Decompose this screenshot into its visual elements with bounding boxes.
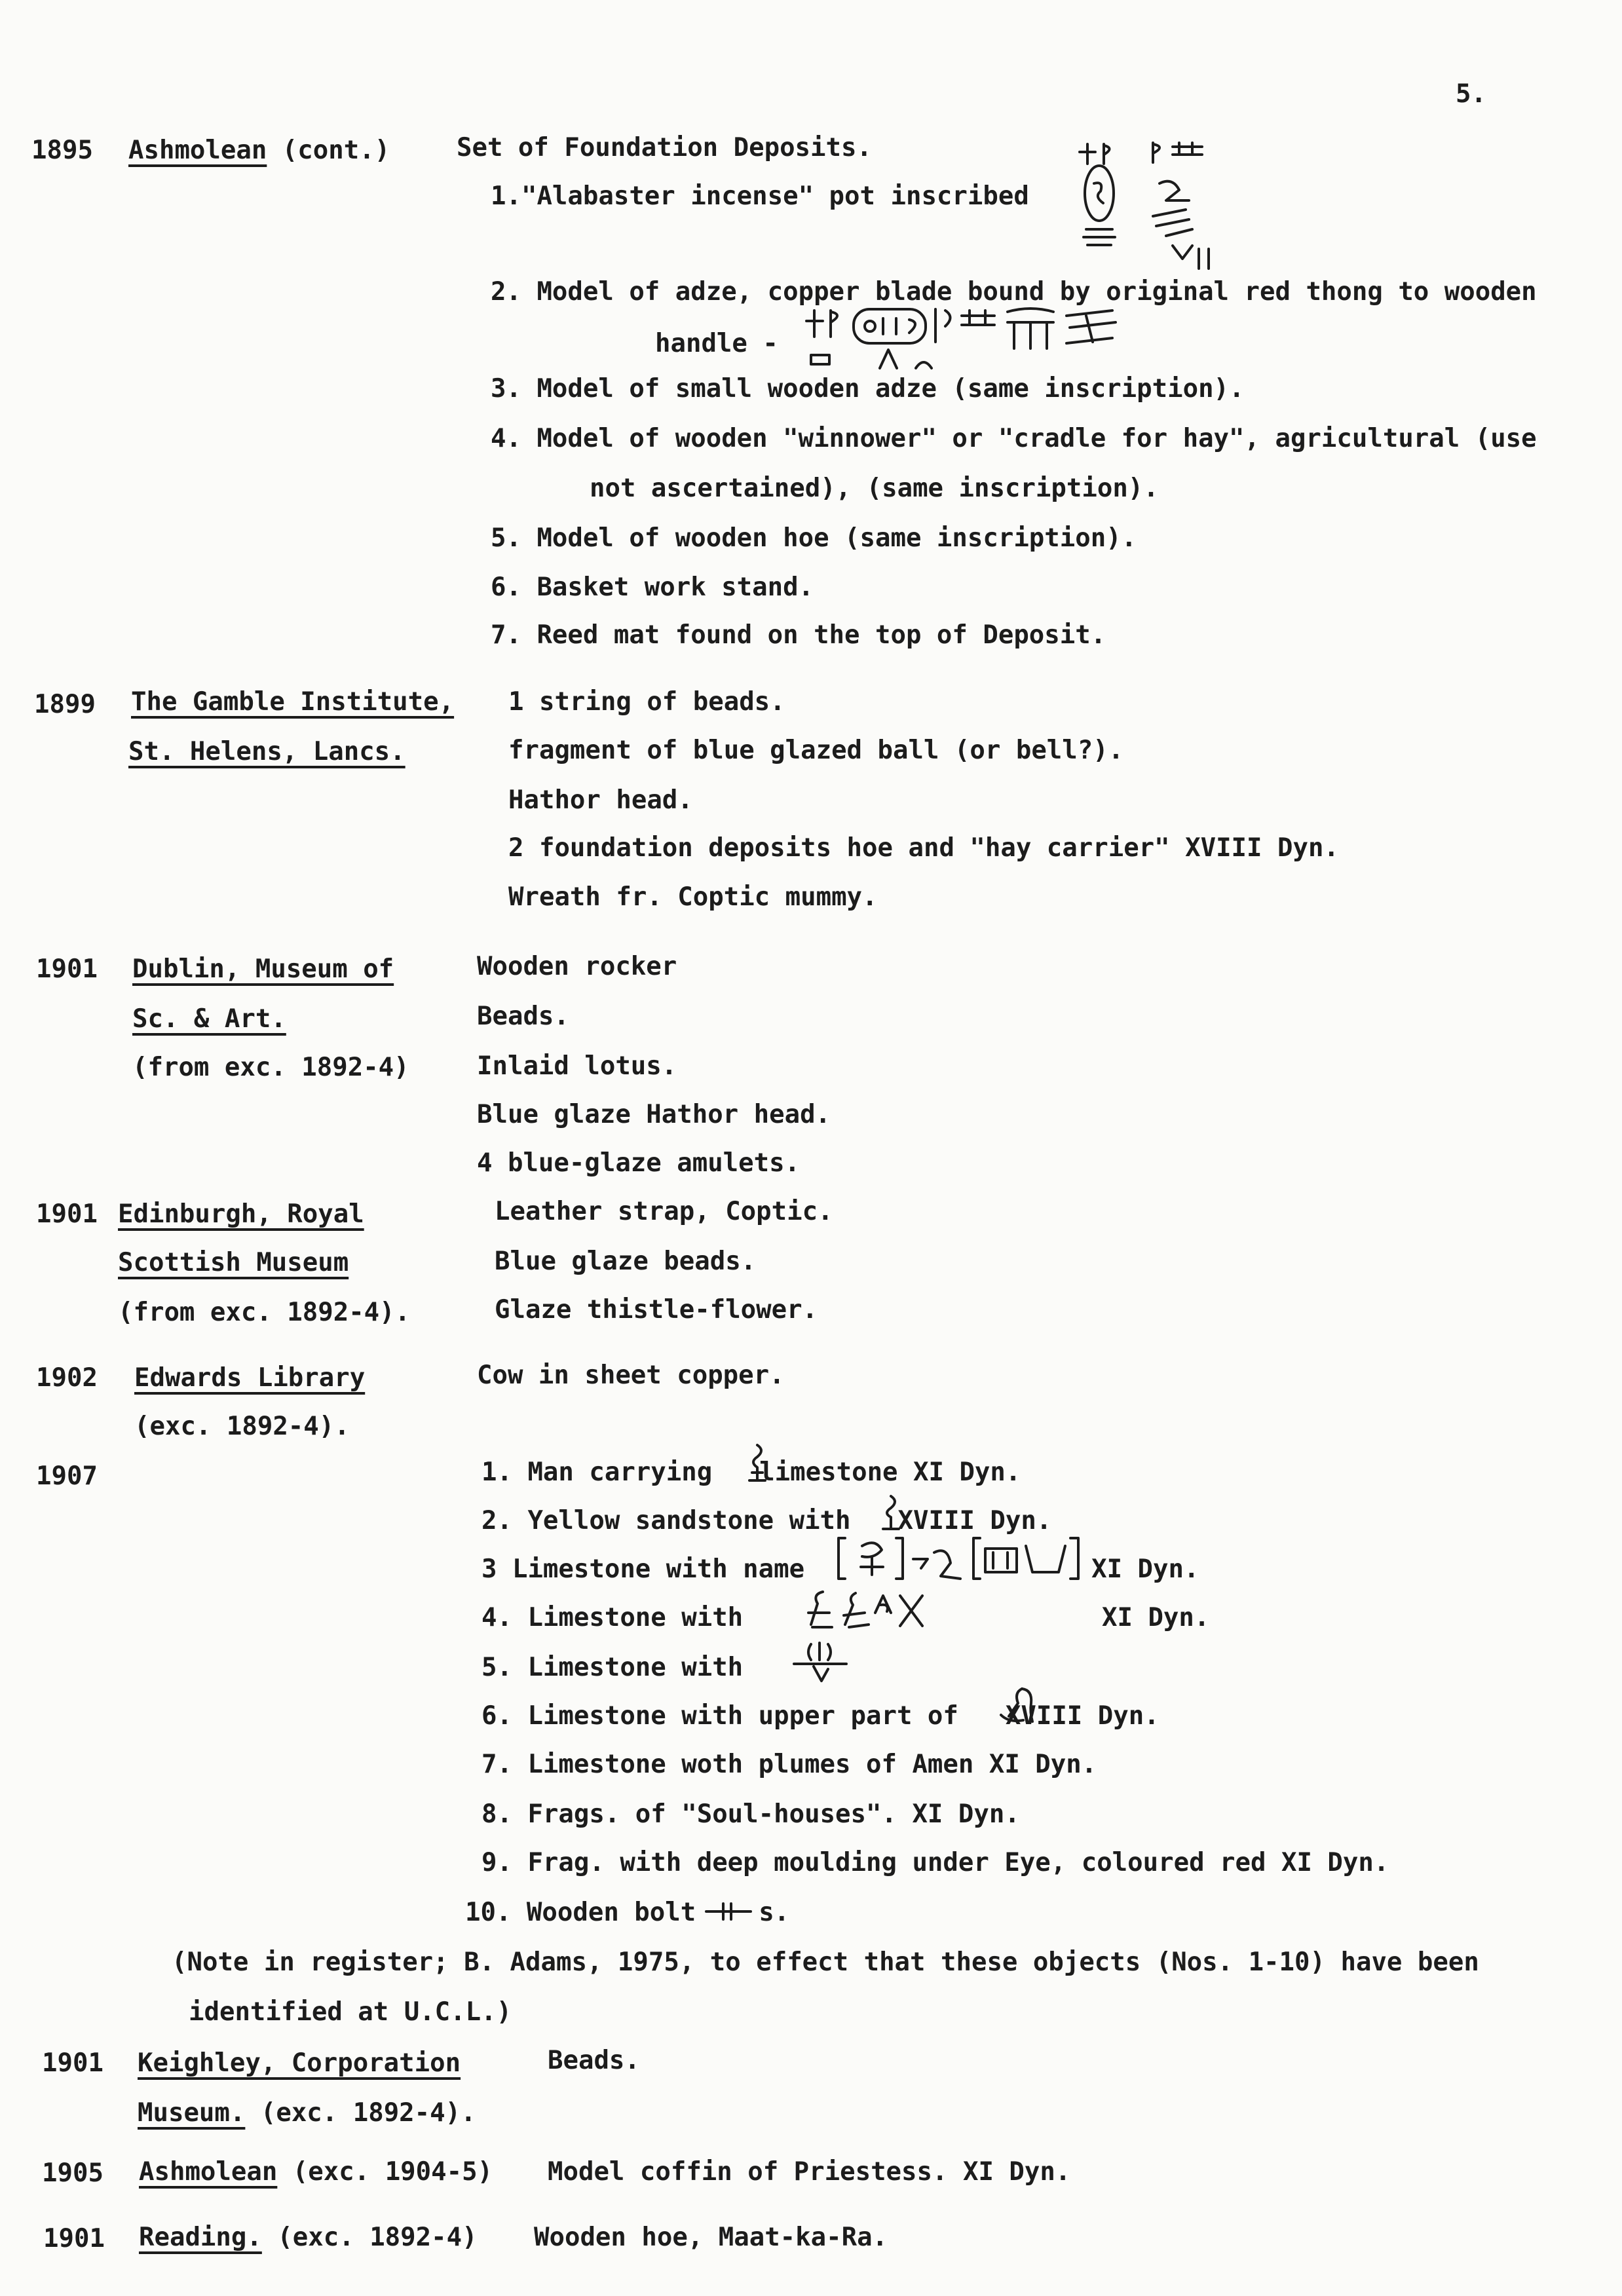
list-item-continued: not ascertained), (same inscription). (590, 474, 1159, 503)
institution-edwards: Edwards Library (134, 1363, 366, 1393)
list-item: fragment of blue glazed ball (or bell?). (508, 736, 1124, 765)
list-item: 2. Model of adze, copper blade bound by original red thong to wooden (491, 277, 1537, 307)
list-item: 9. Frag. with deep moulding under Eye, coloured red XI Dyn. (481, 1848, 1389, 1877)
institution-name: Ashmolean (139, 2157, 278, 2187)
institution-ashmolean-1905 (139, 2159, 493, 2185)
list-item: 5. Limestone with (481, 1653, 744, 1682)
list-item: 1 string of beads. (508, 687, 785, 717)
year-1907: 1907 (36, 1461, 98, 1491)
list-item: 4. Limestone with (481, 1603, 744, 1632)
institution-ashmolean (128, 138, 390, 163)
hieroglyph-inscription-handle (804, 303, 1171, 375)
institution-name: Museum. (138, 2098, 246, 2128)
item-dynasty: XI Dyn. (1102, 1603, 1210, 1632)
list-item: 7. Reed mat found on the top of Deposit. (491, 620, 1106, 650)
list-item (481, 1508, 1051, 1534)
item-text-after: s. (759, 1898, 790, 1927)
list-item: Wreath fr. Coptic mummy. (508, 882, 878, 912)
item-text-after: limestone XI Dyn. (759, 1458, 1021, 1487)
year-1895: 1895 (31, 136, 93, 165)
institution-keighley-line2 (138, 2100, 476, 2126)
hieroglyph-upper-part (996, 1684, 1042, 1729)
excavation-note: (exc. 1904-5) (277, 2157, 493, 2187)
excavation-note: (from exc. 1892-4) (132, 1053, 409, 1082)
institution-edinburgh: Edinburgh, Royal (118, 1199, 364, 1229)
list-item: Wooden rocker (477, 952, 677, 981)
institution-gamble-place: St. Helens, Lancs. (128, 737, 406, 766)
item-text-after: XVIII Dyn. (1005, 1701, 1160, 1731)
list-item: Glaze thistle-flower. (495, 1295, 818, 1325)
institution-gamble: The Gamble Institute, (131, 687, 455, 717)
item-text: 6. Limestone with upper part of (481, 1701, 958, 1731)
list-item: Wooden hoe, Maat-ka-Ra. (534, 2223, 888, 2252)
year-1901: 1901 (36, 954, 98, 984)
institution-name: Reading. (139, 2223, 262, 2252)
excavation-note: (from exc. 1892-4). (118, 1298, 411, 1327)
list-item: 7. Limestone woth plumes of Amen XI Dyn. (481, 1750, 1097, 1779)
year-1902: 1902 (36, 1363, 98, 1393)
hieroglyph-cartouche-inscription (1074, 138, 1225, 282)
year-1899: 1899 (34, 690, 96, 719)
list-item: handle - (655, 329, 778, 358)
excavation-note: (exc. 1892-4). (245, 2098, 476, 2128)
institution-reading (139, 2225, 478, 2250)
register-note-continued: identified at U.C.L.) (189, 1997, 512, 2027)
item-text-after: XI Dyn. (1091, 1554, 1199, 1584)
list-item: Model coffin of Priestess. XI Dyn. (548, 2157, 1071, 2187)
item-text: 3 Limestone with name (481, 1554, 805, 1584)
item-text: 2. Yellow sandstone with (481, 1506, 851, 1535)
list-item (481, 1703, 1160, 1729)
year-1901: 1901 (42, 2048, 104, 2078)
institution-edinburgh-line2: Scottish Museum (118, 1248, 349, 1277)
list-item: Leather strap, Coptic. (495, 1197, 833, 1226)
list-item: Beads. (548, 2046, 640, 2075)
list-item: Inlaid lotus. (477, 1051, 677, 1081)
year-1905: 1905 (42, 2158, 104, 2188)
list-item: 8. Frags. of "Soul-houses". XI Dyn. (481, 1799, 1020, 1829)
register-note: (Note in register; B. Adams, 1975, to effect that these objects (Nos. 1-10) have been (172, 1948, 1479, 1977)
list-item: Beads. (477, 1002, 569, 1031)
institution-dublin-line2: Sc. & Art. (132, 1004, 286, 1034)
page-number: 5. (1456, 79, 1486, 109)
entry-heading: Set of Foundation Deposits. (457, 133, 872, 162)
hieroglyph-sign (789, 1638, 852, 1686)
list-item: 4. Model of wooden "winnower" or "cradle for hay", agricultural (use (491, 424, 1537, 453)
institution-dublin: Dublin, Museum of (132, 954, 394, 984)
list-item: 3. Model of small wooden adze (same inscription). (491, 374, 1245, 404)
list-item: Hathor head. (508, 785, 693, 815)
list-item: 1."Alabaster incense" pot inscribed (491, 181, 1029, 211)
list-item: Cow in sheet copper. (477, 1361, 785, 1390)
year-1901: 1901 (36, 1199, 98, 1229)
excavation-note: (exc. 1892-4) (261, 2223, 478, 2252)
institution-suffix: (cont.) (267, 136, 390, 165)
hieroglyph-royal-name (836, 1533, 1085, 1592)
year-1901: 1901 (43, 2224, 105, 2253)
list-item: 6. Basket work stand. (491, 573, 814, 602)
hieroglyph-carrying-sign (743, 1441, 772, 1487)
list-item: 4 blue-glaze amulets. (477, 1148, 801, 1178)
excavation-note: (exc. 1892-4). (134, 1412, 350, 1441)
institution-keighley: Keighley, Corporation (138, 2048, 461, 2078)
list-item: 5. Model of wooden hoe (same inscription). (491, 523, 1137, 553)
list-item: Blue glaze Hathor head. (477, 1100, 831, 1129)
list-item: Blue glaze beads. (495, 1247, 757, 1276)
item-text-after: XVIII Dyn. (897, 1506, 1052, 1535)
hieroglyph-signs-group (803, 1587, 954, 1635)
institution-name: Ashmolean (128, 136, 267, 165)
item-text: 1. Man carrying (481, 1458, 713, 1487)
item-text: 10. Wooden bolt (465, 1898, 696, 1927)
list-item: 2 foundation deposits hoe and "hay carrier" XVIII Dyn. (508, 833, 1339, 863)
hieroglyph-sign (878, 1494, 904, 1533)
hieroglyph-bolt-sign (702, 1898, 755, 1925)
